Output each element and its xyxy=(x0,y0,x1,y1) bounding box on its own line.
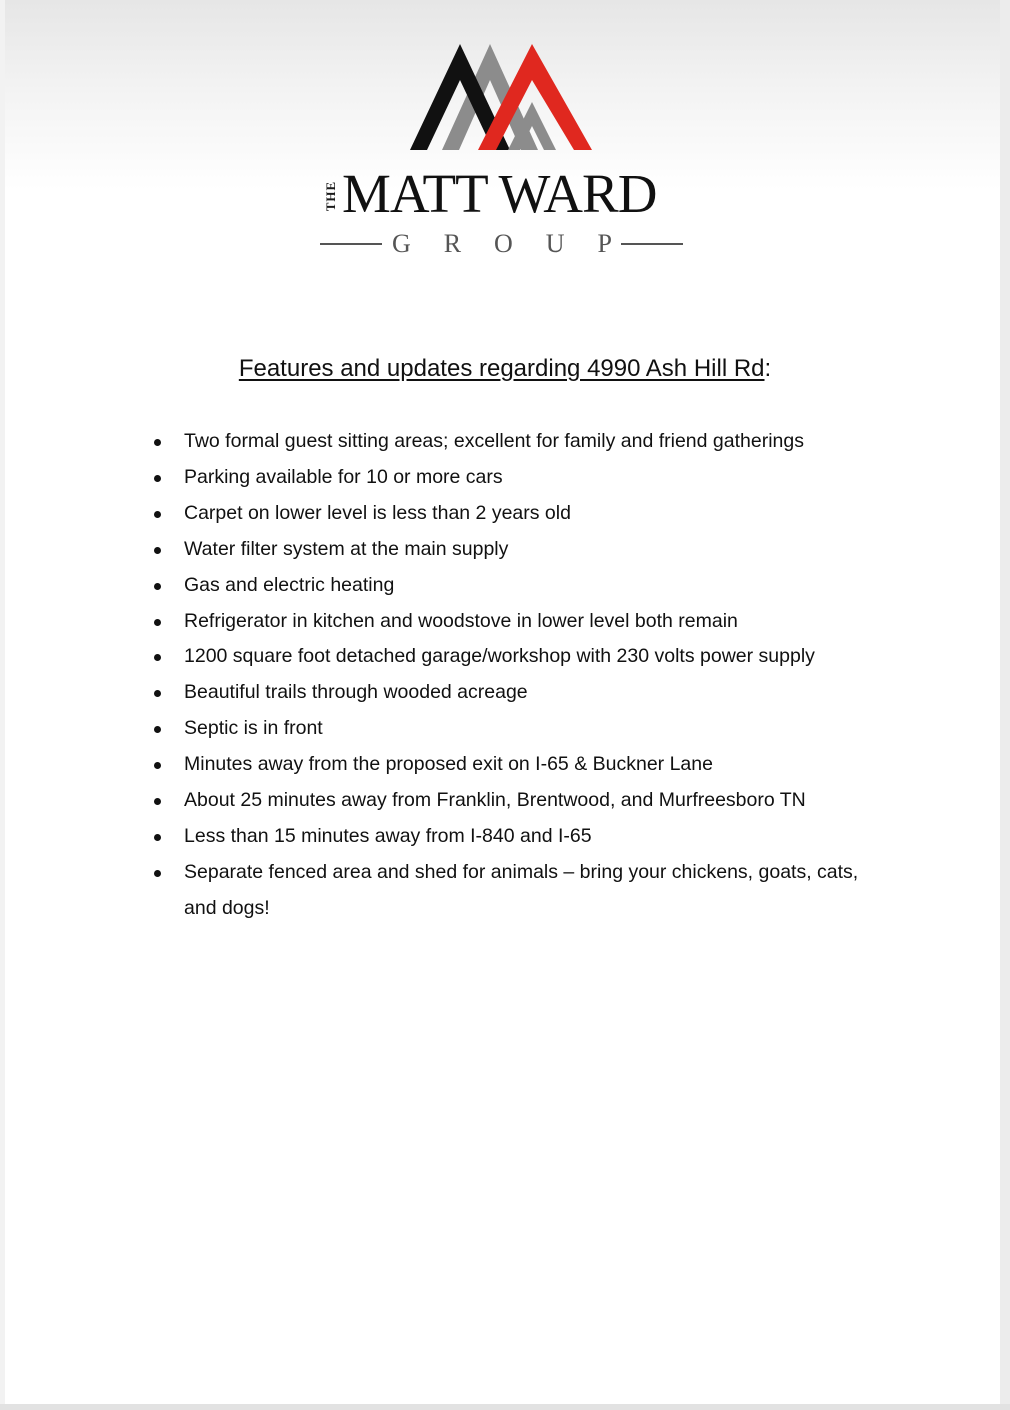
list-item xyxy=(150,711,890,747)
bullet-icon xyxy=(154,583,161,590)
logo-group-letter: G xyxy=(392,229,411,258)
list-item-text: Water filter system at the main supply xyxy=(184,537,509,560)
list-item xyxy=(150,783,890,819)
list-item xyxy=(150,855,890,927)
page-title-suffix: : xyxy=(764,355,772,382)
page-right-edge xyxy=(1000,0,1010,1410)
list-item xyxy=(150,532,890,568)
bullet-icon xyxy=(154,798,161,805)
list-item xyxy=(150,604,890,640)
bullet-icon xyxy=(154,475,161,482)
list-item xyxy=(150,568,890,604)
bullet-icon xyxy=(154,619,161,626)
list-item-text: 1200 square foot detached garage/workshop with 230 volts power supply xyxy=(184,645,815,668)
logo-group-letter: R xyxy=(443,229,462,258)
list-item-text: Carpet on lower level is less than 2 years old xyxy=(184,501,571,524)
list-item xyxy=(150,819,890,855)
list-item xyxy=(150,675,890,711)
bullet-icon xyxy=(154,870,161,877)
list-item-text: Less than 15 minutes away from I-840 and I-65 xyxy=(184,824,592,847)
bullet-icon xyxy=(154,762,161,769)
list-item-text: Parking available for 10 or more cars xyxy=(184,465,503,488)
bullet-icon xyxy=(154,439,161,446)
bullet-icon xyxy=(154,547,161,554)
list-item-text: Separate fenced area and shed for animals – bring your chickens, goats, cats, and dogs! xyxy=(184,860,859,919)
list-item-text: Two formal guest sitting areas; excellent for family and friend gatherings xyxy=(184,430,804,452)
list-item-text: About 25 minutes away from Franklin, Brentwood, and Murfreesboro TN xyxy=(184,789,806,812)
list-item-text: Minutes away from the proposed exit on I-65 & Buckner Lane xyxy=(184,753,713,776)
logo-group-text xyxy=(392,228,612,260)
list-item xyxy=(150,460,890,496)
bullet-icon xyxy=(154,511,161,518)
list-item xyxy=(150,424,890,460)
list-item xyxy=(150,747,890,783)
page-title xyxy=(0,352,1010,386)
list-item-text: Gas and electric heating xyxy=(184,573,395,596)
logo-group-letter: P xyxy=(597,229,612,258)
list-item-text: Beautiful trails through wooded acreage xyxy=(184,681,528,704)
bullet-icon xyxy=(154,690,161,697)
logo-rule-left xyxy=(320,243,382,245)
mountain-peaks-logo-icon xyxy=(408,40,598,152)
logo-rule-right xyxy=(621,243,683,245)
logo-group-row xyxy=(320,228,684,260)
page-bottom-edge xyxy=(0,1404,1010,1410)
page-left-edge xyxy=(0,0,5,1410)
logo-the-text: THE xyxy=(323,180,338,212)
logo-group-letter: O xyxy=(494,229,513,258)
bullet-icon xyxy=(154,726,161,733)
list-item-text: Refrigerator in kitchen and woodstove in lower level both remain xyxy=(184,609,738,632)
list-item xyxy=(150,496,890,532)
features-list xyxy=(150,424,890,927)
logo-name-text: MATT WARD xyxy=(342,163,657,224)
logo-group-letter: U xyxy=(545,229,565,258)
list-item-text: Septic is in front xyxy=(184,717,323,740)
bullet-icon xyxy=(154,654,161,661)
bullet-icon xyxy=(154,834,161,841)
page-title-text: Features and updates regarding 4990 Ash Hill Rd xyxy=(238,355,765,382)
list-item xyxy=(150,639,890,675)
